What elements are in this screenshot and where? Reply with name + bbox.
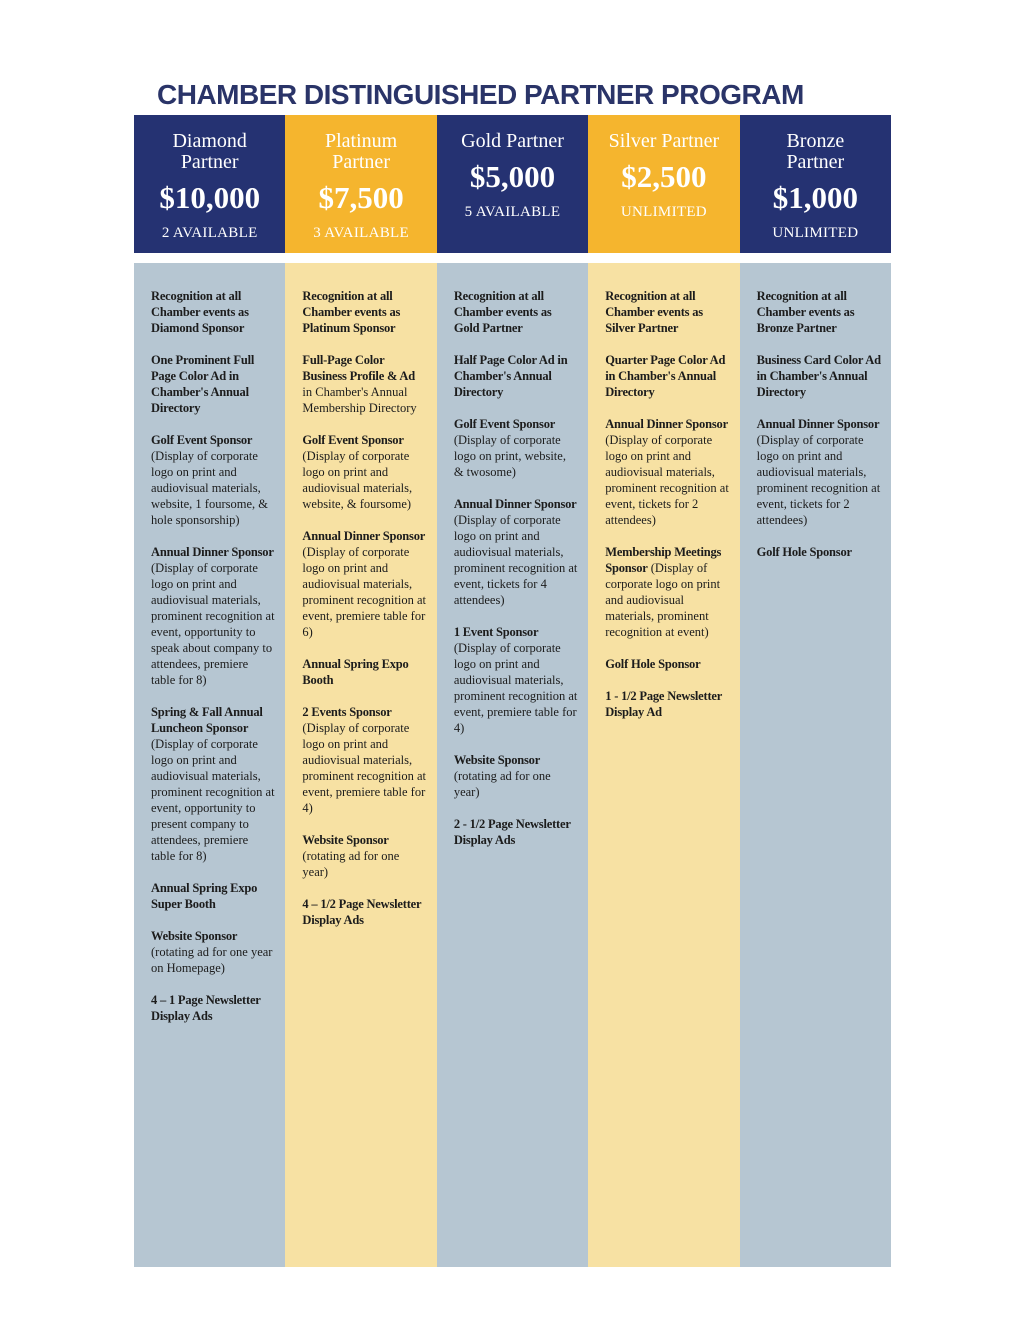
benefit-title: Golf Hole Sponsor [756,545,852,559]
benefit-title: Golf Event Sponsor [302,433,404,447]
benefit-item [151,288,275,336]
benefit-item [454,288,578,336]
benefit-title: Annual Dinner Sponsor [453,497,577,511]
benefit-item [151,880,275,912]
benefit-item [605,688,729,720]
benefit-item [302,704,426,816]
benefit-item [454,416,578,480]
benefit-title: Annual Dinner Sponsor [605,417,728,431]
benefit-title: Golf Event Sponsor [453,417,556,431]
tier-availability: 2 AVAILABLE [161,225,258,241]
benefit-title: Annual Dinner Sponsor [151,545,274,559]
benefit-item [454,752,578,800]
tier-price: $5,000 [469,159,556,194]
benefit-title: 2 Events Sponsor [302,705,392,719]
benefit-item [454,816,578,848]
tier-header-row [134,115,891,253]
benefit-description: (Display of corporate logo on print and audiovisual materials, prominent recognition at event, opportunity to speak about company to attendees, premiere table for 8) [151,561,275,687]
benefit-description: (Display of corporate logo on print and audiovisual materials, prominent recognition at event, tickets for 2 attendees) [756,433,881,527]
tier-header-platinum [285,115,436,253]
benefit-title: Recognition at all Chamber events as Platinum Sponsor [302,289,401,335]
benefit-item [302,432,426,512]
tier-name: Platinum Partner [324,130,398,173]
benefit-title: Golf Hole Sponsor [605,657,701,671]
benefit-title: Recognition at all Chamber events as Diamond Sponsor [151,289,249,335]
benefit-title: 2 - 1/2 Page Newsletter Display Ads [453,817,571,847]
tier-benefits-gold [437,263,588,1267]
tier-availability: UNLIMITED [620,204,707,220]
benefit-item [302,528,426,640]
benefit-description: (Display of corporate logo on print and audiovisual materials, prominent recognition at event, premiere table for 4) [453,641,578,735]
benefit-item [302,896,426,928]
benefit-title: Annual Dinner Sponsor [302,529,426,543]
benefit-item [151,704,275,864]
benefit-item [605,288,729,336]
benefit-item [757,416,881,528]
tier-benefits-platinum [285,263,436,1267]
benefit-title: Half Page Color Ad in Chamber's Annual Directory [453,353,568,399]
benefit-description: (Display of corporate logo on print and audiovisual materials, prominent recognition at event, premiere table for 6) [302,545,426,639]
benefit-title: Golf Event Sponsor [151,433,253,447]
tier-price: $1,000 [772,180,858,215]
benefit-title: Recognition at all Chamber events as Bronze Partner [756,289,855,335]
benefit-title: Recognition at all Chamber events as Silver Partner [605,289,703,335]
benefit-item [605,352,729,400]
tier-header-silver [588,115,739,253]
benefit-description: (Display of corporate logo on print and audiovisual materials, website, & foursome) [302,449,413,511]
benefit-title: Website Sponsor [302,833,389,847]
benefit-title: Annual Dinner Sponsor [756,417,880,431]
tier-availability: UNLIMITED [772,225,859,241]
benefit-description: in Chamber's Annual Membership Directory [302,385,417,415]
tier-name: Gold Partner [461,130,564,152]
tier-availability: 3 AVAILABLE [313,225,409,241]
benefit-title: Business Card Color Ad in Chamber's Annual Directory [756,353,881,399]
benefit-item [605,416,729,528]
benefit-description: (Display of corporate logo on print and audiovisual materials, prominent recognition at event, opportunity to present company to attendees, premiere table for 8) [151,737,275,863]
benefit-description: (Display of corporate logo on print and audiovisual materials, prominent recognition at event) [605,561,721,639]
tier-benefits-row [134,263,891,1267]
benefit-description: (Display of corporate logo on print and audiovisual materials, website, 1 foursome, & hole sponsorship) [151,449,268,527]
tier-name: Bronze Partner [786,130,845,173]
benefit-item [454,352,578,400]
benefit-item [757,288,881,336]
benefit-description: (rotating ad for one year) [453,769,551,799]
page-title: CHAMBER DISTINGUISHED PARTNER PROGRAM [157,78,804,110]
tier-header-diamond [134,115,285,253]
benefit-item [757,544,881,560]
tier-benefits-silver [588,263,739,1267]
tier-price: $10,000 [159,180,261,215]
benefit-title: Spring & Fall Annual Luncheon Sponsor [151,705,263,735]
tier-benefits-diamond [134,263,285,1267]
benefit-item [151,352,275,416]
benefit-item [757,352,881,400]
tier-price: $7,500 [318,180,404,215]
tier-price: $2,500 [621,159,707,194]
tier-name: Diamond Partner [172,130,247,173]
benefit-item [151,928,275,976]
benefit-title: Quarter Page Color Ad in Chamber's Annual Directory [605,353,726,399]
benefit-description: (rotating ad for one year on Homepage) [151,945,273,975]
benefit-item [151,432,275,528]
tier-header-bronze [740,115,891,253]
benefit-title: Membership Meetings Sponsor [605,545,722,575]
benefit-description: (Display of corporate logo on print and audiovisual materials, prominent recognition at event, tickets for 2 attendees) [605,433,729,527]
benefit-title: Recognition at all Chamber events as Gold Partner [453,289,552,335]
benefit-item [302,288,426,336]
benefit-title: Full-Page Color Business Profile & Ad [302,353,416,383]
benefit-title: 1 - 1/2 Page Newsletter Display Ad [605,689,722,719]
tier-header-gold [437,115,588,253]
benefit-description: (Display of corporate logo on print and audiovisual materials, prominent recognition at event, premiere table for 4) [302,721,426,815]
benefit-item [151,544,275,688]
benefit-item [605,656,729,672]
tier-availability: 5 AVAILABLE [464,204,561,220]
benefit-title: 1 Event Sponsor [453,625,539,639]
benefit-title: Website Sponsor [151,929,238,943]
benefit-title: 4 – 1 Page Newsletter Display Ads [151,993,261,1023]
tier-benefits-bronze [740,263,891,1267]
benefit-title: Website Sponsor [453,753,541,767]
benefit-item [605,544,729,640]
benefit-item [302,832,426,880]
benefit-item [302,352,426,416]
benefit-description: (Display of corporate logo on print, website, & twosome) [453,433,566,479]
benefit-title: Annual Spring Expo Super Booth [151,881,258,911]
benefit-title: One Prominent Full Page Color Ad in Chamber's Annual Directory [151,353,255,415]
benefit-item [302,656,426,688]
tier-name: Silver Partner [608,130,720,152]
benefit-item [151,992,275,1024]
benefit-title: Annual Spring Expo Booth [302,657,409,687]
benefit-item [454,496,578,608]
benefit-description: (rotating ad for one year) [302,849,400,879]
benefit-description: (Display of corporate logo on print and audiovisual materials, prominent recognition at event, tickets for 4 attendees) [453,513,578,607]
benefit-title: 4 – 1/2 Page Newsletter Display Ads [302,897,422,927]
benefit-item [454,624,578,736]
